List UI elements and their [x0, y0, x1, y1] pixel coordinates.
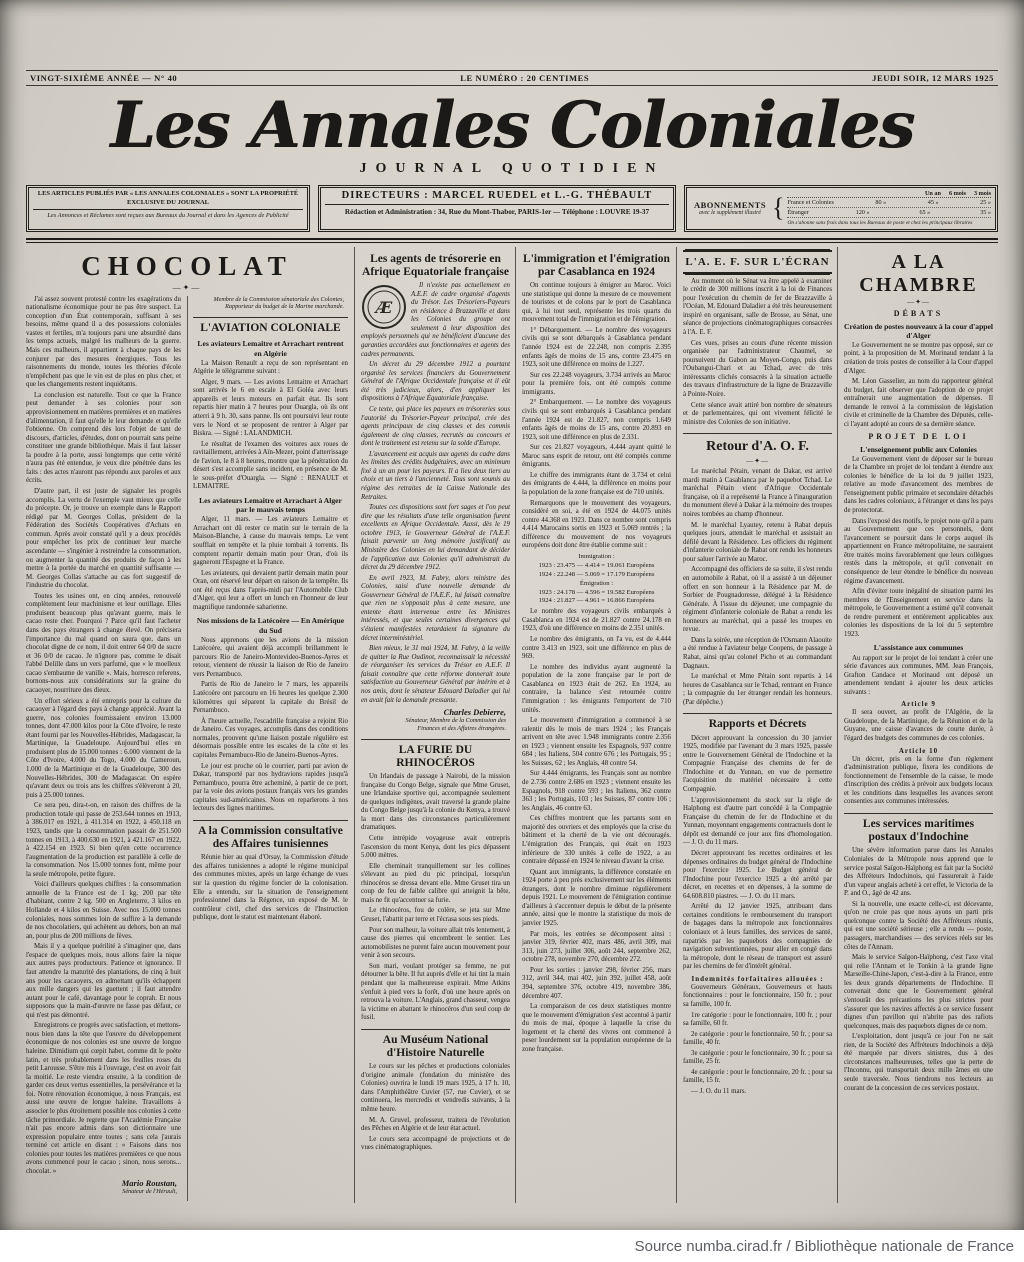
top-margin	[0, 0, 1024, 70]
paragraph: Le cours sur les pêches et productions coloniales d'origine animale (fondation du ministère des Colonies) ouvrira le lundi 19 mars 1925, à 17 h. 10, dans l'Amphithéâtre Cuvier (57, rue Cuvier), et se continuera, les mercredis et vendredis suivants, à la même heure.	[361, 1063, 510, 1114]
bareme-line: 2e catégorie : pour le fonctionnaire, 50 fr. ; pour sa famille, 40 fr.	[683, 1030, 832, 1047]
bareme-line: — J. O. du 11 mars.	[691, 1088, 747, 1096]
paragraph: Bien mieux, le 31 mai 1924, M. Fabry, à la veille de quitter la Rue Oudinot, reconnaissait la nécessité de réorganiser les services du Trésor en A.E.F. Il faisait connaître que cette réforme donnerait toute satisfaction au Gouverneur Général par intérim et à nos amis, dont le sénateur Edouard Daladier qui lui en avait fait la demande pressante.	[361, 645, 510, 704]
paragraph: M. Léon Gasselier, au nom du rapporteur général du budget, fait observer que l'adoption de ce projet entraînerait une augmentation de dépenses. Il demande le renvoi à la commission de législation civile et criminelle de la Chambre des Députés, celle-ci l'ayant adopté au cours de sa dernière séance.	[844, 378, 993, 428]
bareme-line: 3e catégorie : pour le fonctionnaire, 30 fr. ; pour sa famille, 25 fr.	[683, 1049, 832, 1066]
paragraph: Le Gouvernement vient de déposer sur le bureau de la Chambre un projet de loi tendant à étendre aux colonies le bénéfice de la loi du 9 juillet 1923, relative au mode d'avancement des membres de l'enseignement public primaire et secondaire détachés dans les cadres coloniaux, à l'étranger et dans les pays de protectorat.	[844, 455, 993, 514]
directors-line: DIRECTEURS : MARCEL RUEDEL et L.-G. THÉBAULT	[325, 190, 669, 205]
article-title-services-maritimes: Les services maritimes postaux d'Indochine	[844, 813, 993, 844]
paragraph: Le chiffre des immigrants étant de 3.734 et celui des émigrants de 4.444, la différence en moins pour la population de la zone française est de 710 unités.	[522, 471, 671, 497]
paragraph: M. A. Gruvel, professeur, traitera de l'évolution des Pêches en Algérie et de leur état actuel.	[361, 1116, 510, 1133]
paragraph: Pour les sorties : janvier 298, février 256, mars 312, avril 344, mai 402, juin 392, juillet 458, août 394, septembre 376, octobre 419, novembre 386, décembre 407.	[522, 966, 671, 1000]
paragraph: Au rapport sur le projet de loi tendant à créer une série d'avances aux communes, MM. Jean François, Grafton Candace et Morinaud ont déposé un amendement tendant à ajouter les deux articles suivants :	[844, 654, 993, 696]
subscriptions-rows	[787, 198, 991, 218]
debats-subhead: Création de postes nouveaux à la cour d'appel d'Alger	[844, 321, 994, 340]
paragraph: Ce texte, qui place les payeurs en trésoreries sous l'autorité du Trésorier-Payeur principal, crée des agents principaux de cinq classes et des commis également de cinq classes, recrutés au concours et dont le traitement est retenu sur la solde d'Europe.	[361, 405, 510, 448]
paragraph: Remarquons que le mouvement des voyageurs, considéré en soi, a été en 1924 de 44.075 unités contre 44.368 en 1923. Dans ce nombre sont compris 4.414 Marocains sortis en 1923 et 5.069 rentrés ; la différence du mouvement de nos voyageurs européens doit donc être établie comme suit :	[522, 499, 671, 550]
article-title-retour-aof: Retour d'A. O. F.	[683, 433, 832, 455]
subscriptions-title: ABONNEMENTS	[693, 200, 767, 211]
address-line: Rédaction et Administration : 34, Rue du Mont-Thabor, PARIS-1er — Téléphone : LOUVRE 19-37	[344, 208, 650, 217]
paragraph: Réunie hier au quai d'Orsay, la Commission d'étude des affaires tunisiennes a adopté le régime municipal des communes mixtes, après un large échange de vues sur la question du régime foncier de la colonisation. Elle a entendu, sur la situation de l'enseignement professionnel dans la Régence, un exposé de M. le contrôleur civil, chef des services de l'Instruction publique, dont le statut est maintenant élaboré.	[193, 854, 348, 922]
paragraph: Il n'existe pas actuellement en A.E.F. de cadre organisé d'agents du Trésor. Les Trésoriers-Payeurs en résidence à Brazzaville et dans les Colonies du groupe ont seulement à leur disposition des employés personnels qui ne bénéficient d'aucune des garanties accordées aux fonctionnaires et agents des cadres permanents.	[361, 282, 510, 358]
paragraph: Un Irlandais de passage à Nairobi, de la mission française du Congo Belge, signale que Mme Gruset, une Irlandaise sportive qui, accompagnée seulement de quelques indigènes, avait traversé la grande plaine du Congo Belge jusqu'à la colonie du Kenya, a trouvé la mort dans des circonstances particulièrement dramatiques.	[361, 773, 510, 832]
paragraph: Le rhinocéros, fou de colère, se jeta sur Mme Gruset, l'abattit par terre et l'écrasa sous ses pieds.	[361, 907, 510, 924]
property-notice-sub: Les Annonces et Réclames sont reçues aux Bureaux du Journal et dans les Agences de Publicité	[47, 212, 289, 220]
directors-box	[318, 185, 676, 231]
subscription-zone: Étranger	[787, 209, 809, 217]
loi-subhead: L'enseignement public aux Colonies	[860, 444, 977, 454]
paragraph: Sur ces 22.248 voyageurs, 3.734 arrivés au Maroc pour la première fois, ont été comptés comme immigrants.	[522, 371, 671, 396]
paragraph: Les aviateurs, qui devaient partir demain matin pour Oran, ont réservé leur départ en raison de la tempête. Ils ont été reçus dans l'après-midi par l'Automobile Club d'Alger, qui leur a offert un lunch en l'honneur de leur magnifique randonnée saharienne.	[193, 569, 348, 611]
paragraph: Toutes les usines ont, en cinq années, renouvelé complètement leur machinisme et leur outillage. Elles produisent beaucoup plus qu'avant guerre, mais le cacao reste cher. Pourquoi ? Parce qu'il faut l'acheter dans des pays étrangers à change élevé. On précisera l'importance du mal quand on saura que, dans un chocolat digne de ce nom, il doit entrer 64 0/0 de sucre et 36 0/0 de cacao. Je n'ignore pas, comme le disait l'abbé Delille dans un vers parfumé, que « le moelleux cacao s'embaume de vanille ». Mais, horresco referens, bornons-nous aux considérations sur la graine du cacaoyer, nourriture des dieux.	[26, 592, 181, 694]
bareme-line: 1re catégorie : pour le fonctionnaire, 100 fr. ; pour sa famille, 60 fr.	[683, 1011, 832, 1028]
paragraph: Accompagné des officiers de sa suite, il s'est rendu en automobile à Rabat, où il a assisté à un déjeuner offert en son honneur à la Résidence par M. de Sorbier de Pougnadoresse, délégué à la Résidence Générale. À l'issue du déjeuner, une compagnie du régiment d'infanterie coloniale de Rabat a rendu les honneurs au maréchal, qui a passé les troupes en revue.	[683, 566, 832, 634]
paragraph: Le nombre des individus ayant augmenté la population de la zone française par le port de Casablanca en 1923 était de 262. En 1924, au contraire, la balance s'est retournée contre l'immigration : les émigrants l'emportent de 710 unités.	[522, 663, 671, 714]
article-title-aef-ecran: L'A. E. F. SUR L'ÉCRAN	[683, 250, 832, 274]
article-title-commission: A la Commission consultative des Affaires tunisiennes	[193, 820, 348, 851]
price-un-an: 120 »	[855, 209, 870, 217]
paragraph: En avril 1923, M. Fabry, alors ministre des Colonies, saisi d'une nouvelle demande du Gouverneur Général de l'A.E.F., lui faisait connaître que rien ne s'opposait plus à cette mesure, une entente étant intervenue entre les Ministres intéressés, et que seules certaines divergences qui s'étaient manifestées retardaient la signature du décret interministériel.	[361, 574, 510, 642]
column-5	[676, 247, 837, 1203]
price-trois-mois: 35 »	[980, 209, 991, 217]
paragraph: Le résultat de l'examen des voitures aux roues de ravitaillement, arrivées à Aïn-Mezer, point d'atterrissage de l'avion, le 8 à 8 heures, montre que la pénétration du désert s'est accomplie sans incident, en présence de M. le sous-préfet d'Ouargla. — Signé : RENAULT et LEMAITRE.	[193, 440, 348, 491]
paragraph: Mais il y a quelque puérilité à s'imaginer que, dans l'espace de quelques mois, nous allons faire la nique aux autres pays producteurs. Patience et ignorance. Il faut attendre la maturité des plantations, de cinq à huit ans pour les cacaoyers, en admettant qu'ils échappent aux mille dangers qui les guettent ; il faut attendre autant pour le café, davantage pour le coprah. Et nous supposons que la main-d'œuvre ne fasse pas défaut, ce qui n'est pas démontré.	[26, 943, 181, 1019]
paragraph: Alger, 9 mars. — Les avions Lemaitre et Arrachart sont arrivés le 6 en escale à El Goléa avec leurs appareils et leurs moteurs en parfait état. Ils sont repartis hier matin à 7 heures pour Ouargla, où ils ont atterri à 9 h. 30, sans panne. Ils ont poursuivi leur route vers le Nord et se proposent de rentrer à Alger par Biskra. — Signé : LALANDMICH.	[193, 378, 348, 438]
paragraph: Le nombre des émigrants, on l'a vu, est de 4.444 contre 3.413 en 1923, soit une différence en plus de 969.	[522, 636, 671, 661]
article-title-chocolat: CHOCOLAT	[81, 250, 293, 281]
signature-name: Mario Roustan,	[121, 1178, 177, 1189]
article9-text: Il sera ouvert, au profit de l'Algérie, de la Guadeloupe, de la Martinique, de la Réunion et de la Guyane, une caisse d'avances de courte durée, à l'égard des budgets des communes de ces colonies.	[844, 709, 993, 743]
paragraph: Ces chiffres montrent que les partants sont en majorité des ouvriers et des employés que la crise du bâtiment et la cherté de la vie ont découragés. L'émigration des Français, qui était en 1923 inférieure de 330 unités à celle de 1922, a au contraire dépassé en 1924 le niveau d'avant la crise.	[522, 815, 671, 866]
signature-roles	[361, 717, 506, 733]
signature-name: Charles Debierre,	[443, 707, 506, 718]
issue-price: LE NUMÉRO : 20 CENTIMES	[460, 73, 590, 83]
rapports-body	[683, 735, 832, 972]
bareme-lines	[683, 984, 832, 1097]
paragraph: Son mari, voulant protéger sa femme, ne put détourner la bête. Il fut auprès d'elle et lui tint la main pendant que la malheureuse expirait. Mme Atkins s'enfuit à pied vers la forêt, d'où une heure après on retrouva la voiture. L'Anglais, grand chasseur, vengea la victime en abattant le rhinocéros d'un seul coup de fusil.	[361, 962, 510, 1022]
paragraph: L'avancement est acquis aux agents du cadre dans les limites des crédits budgétaires, avec un minimum fixé à un an pour les payeurs. Il a lieu deux tiers au choix et un tiers à l'ancienneté. Tous sont soumis au régime des retraites de la Caisse Nationale des Retraites.	[361, 450, 510, 501]
newspaper-subtitle: JOURNAL QUOTIDIEN	[359, 161, 665, 177]
paragraph: Dans l'exposé des motifs, le projet note qu'il a paru au Gouvernement que ces personnels, dont l'avancement se poursuit dans le corps auquel ils appartiennent en France métropolitaine, ne sauraient être traités moins favorablement que leurs collègues restés dans la métropole, et qu'il convenait en conséquence de leur étendre le bénéfice du nouveau régime d'avancement.	[844, 517, 993, 585]
price-trois-mois: 25 »	[980, 199, 991, 207]
aef-ecran-body	[683, 278, 832, 428]
paragraph: La comparaison de ces deux statistiques montre que le mouvement d'émigration s'est accentué à partir du mois de mai, époque à laquelle la crise du logement et la cherté des vivres ont commencé à peser lourdement sur la population européenne de la zone française.	[522, 1003, 671, 1053]
debats-label: DÉBATS	[893, 308, 944, 318]
paragraph: Alger, 11 mars. — Les aviateurs Lemaitre et Arrachart ont dû rester ce matin sur le terrain de la Maison-Blanche, à cause du mauvais temps. Le vent soufflait en tempête et la pluie tombait à torrents. Ils comptent repartir demain matin pour Oran, d'où ils gagneront l'Espagne et la France.	[193, 516, 348, 567]
paragraph: Décret approuvant la concession du 30 janvier 1925, modifiée par l'avenant du 3 mars 1925, passée entre le Gouvernement Général de l'Indochine et la Compagnie Française des chemins de fer de l'Indochine et du Yunnan, en vue de permettre l'acquisition du matériel nécessaire à cette Compagnie.	[683, 734, 832, 794]
paragraph: Si la nouvelle, une exacte celle-ci, est décevante, qu'on ne croie pas que nous ayons un parti pris quelconque contre la Société des Affréteurs réunis, qui est une société sérieuse ; elle a rendu — poste, passagers, marchandises — des services réels sur les côtes de l'Annam.	[844, 900, 993, 951]
article-title-aviation: L'AVIATION COLONIALE	[193, 317, 348, 335]
paragraph: 2° Embarquement. — Le nombre des voyageurs civils qui se sont embarqués à Casablanca pendant l'année 1924 est de 21.827, non compris 1.649 enfants âgés de moins de 15 ans, contre 20.893 en 1923, soit une différence en plus de 2.331.	[522, 399, 671, 441]
paragraph: Un décret du 29 décembre 1912 a pourtant organisé les services financiers du Gouvernement Général de l'Afrique Occidentale française et il eût été très judicieux, alors, d'en appliquer les dispositions à l'Afrique Équatoriale française.	[361, 361, 510, 403]
statistic-line: 1924 : 21.827 — 4.961 = 16.866 Européens	[538, 597, 655, 605]
masthead-divider	[26, 238, 998, 243]
source-credit-text: Source numba.cirad.fr / Bibliothèque nationale de France	[634, 1237, 1014, 1255]
issue-date: JEUDI SOIR, 12 MARS 1925	[872, 73, 994, 83]
paragraph: Le jour est proche où le courrier, parti par avion de Dakar, transporté par nos hydravions rapides jusqu'à Pernambuco, pourra être acheminé, à partir de ce port, par la voie des avions postaux français vers les grandes capitales sud-américaines. Nous en reparlerons à nos lecteurs des lignes maritimes.	[193, 762, 348, 813]
subscriptions-footnote: On s'abonne sans frais dans tous les Bureaux de poste et chez les principaux libraires	[787, 220, 973, 227]
immigration-body-b	[522, 608, 671, 1054]
statistic-line: 1923 : 23.475 — 4.414 = 19.061 Européens	[538, 561, 655, 569]
subscription-zone: France et Colonies	[787, 199, 834, 207]
paragraph: À l'heure actuelle, l'escadrille française a rejoint Rio de Janeiro. Ces voyages, accomplis dans des conditions normales, prouvent qu'une liaison postale régulière est désormais possible entre les escales de la côte et les capitales Pernambuco-Rio de Janeiro-Buenos-Ayres.	[193, 717, 348, 759]
paragraph: D'autre part, il est juste de signaler les progrès accomplis. La vertu de l'exemple vaut mieux que celle du précepte. Or, je trouve un exemple dans le Rapport rédigé par M. Georges Collas, président de la Fédération des Sociétés Coopératives d'Achats en commun. Après avoir constaté qu'il y a deux procédés pour empêcher les prix de continuer leur marche ascendante — s'ingénier à restreindre la consommation, ou augmenter la quantité des produits de façon à les mettre à la portée du marché en quantité suffisante — M. Georges Collas s'attache au cas fort suggestif de l'industrie du chocolat.	[26, 488, 181, 590]
col-six-mois: 6 mois	[948, 190, 966, 198]
column-3	[354, 247, 515, 1203]
aviation-body-3	[193, 637, 348, 814]
column-6	[837, 247, 998, 1203]
treasury-seal-icon	[361, 284, 407, 330]
svg-text:Æ: Æ	[375, 298, 393, 318]
subscriptions-header-row	[787, 190, 991, 198]
paragraph: La Maison Renault a reçu de son représentant en Algérie le télégramme suivant :	[193, 359, 348, 376]
chocolat-body	[26, 296, 181, 1177]
aviation-subhead-3: Nos missions de la Latécoère — En Amérique du Sud	[196, 616, 345, 635]
subscriptions-note: avec le supplément illustré	[699, 210, 761, 217]
signature-role: Finances et des Affaires étrangères.	[417, 724, 506, 732]
bareme-line: 4e catégorie : pour le fonctionnaire, 20 fr. ; pour sa famille, 15 fr.	[683, 1068, 832, 1085]
col-un-an: Un an	[924, 190, 941, 198]
aviation-body-1	[193, 360, 348, 492]
paragraph: Arrêté du 12 janvier 1925, attribuant dans certaines conditions le remboursement du transport de bagages dans la métropole aux fonctionnaires coloniaux et à leurs familles, des services de santé, rapatriés par les paquebots des compagnies de navigation subventionnées, pour aller en congé dans la métropole, dont le réseau de transport est assuré par les chemins de fer d'intérêt général.	[683, 903, 832, 971]
article-title-chambre: A LA CHAMBRE	[859, 250, 978, 296]
paragraph: Ce sera peu, dira-t-on, en raison des chiffres de la production totale qui passe de 253.644 tonnes en 1913, à 386.017 en 1921, à 411.314 en 1922, à 450.118 en 1923, tandis que la consommation passait de 251.500 tonnes en 1913, à 400.630 en 1921, à 421.167 en 1922, à 422.154 en 1923. Si bien qu'en cette occurrence l'augmentation de la production est parallèle à celle de la consommation. Nos 15.000 tonnes font, même pour la seule métropole, petite figure.	[26, 802, 181, 878]
subscriptions-box	[684, 185, 998, 231]
col-trois-mois: 3 mois	[973, 190, 991, 198]
paragraph: Décret approuvant les recettes ordinaires et les dépenses ordinaires du budget général de l'Indochine pour l'exercice 1925. Le Budget général de l'Indochine pour l'exercice 1925 a été arrêté par décret, en recettes et en dépenses, à la somme de 64.608.810 piastres. — J. O. du 11 mars.	[683, 849, 832, 900]
paragraph: Enregistrons ce progrès avec satisfaction, et mettons-nous bien dans la tête que l'œuvre du développement économique de nos colonies est une œuvre de longue haleine. Dimidium qui cœpit habet, comme dit le poète latin, et très probablement dans les feuilles roses du petit Larousse. S'être mis à l'ouvrage, c'est en avoir fait la moitié. Le reste viendra ensuite, à la condition de garder ces deux vertus essentielles, la persévérance et la foi. Notre rénovation économique, à nous Français, est aussi une œuvre de longue haleine. Travaillons à associer le plus étroitement possible nos colonies à cette tâche primordiale. Je regrette que l'Académie Française n'ait pas encore admis dans son dictionnaire une expression populaire entre toutes ; sans cela j'aurais terminé cet article en disant : « Faisons dans nos colonies pour toutes les matières premières ce que nous avons commencé pour le cacao ; sinon, nous serons... chocolat. »	[26, 1022, 181, 1175]
paragraph: Sur 4.444 émigrants, les Français sont au nombre de 2.736 contre 2.686 en 1923 ; viennent ensuite les Espagnols, 918 contre 593 ; les Italiens, 362 contre 363 ; les Portugais, 103 ; les Suisses, 87 contre 106 ; les Anglais, 46 contre 63.	[522, 770, 671, 812]
property-notice-box	[26, 185, 310, 231]
statistic-line: Immigration :	[578, 552, 615, 560]
communes-body	[844, 655, 993, 698]
paragraph: Toutes ces dispositions sont fort sages et l'on peut dire que les résultats d'une telle organisation furent excellents en Afrique Occidentale. Aussi, dès le 19 octobre 1913, le Gouverneur Général de l'A.E.F. faisait parvenir un long mémoire justificatif au Ministère des Colonies en lui demandant de décider de l'application aux Colonies qu'il administrait du décret du 29 décembre 1912.	[361, 504, 510, 572]
column-4	[515, 247, 676, 1203]
paragraph: L'approvisionnement du stock sur la règle de Haïphong est d'autre part concédé à la Compagnie Française du chemin de fer de l'Indochine et du Yunnan, moyennant engagements contractuels dont le dépôt est demandé ce jour aux fins d'homologation. — J. O. du 11 mars.	[683, 796, 832, 847]
article-title-rapports: Rapports et Décrets	[683, 713, 832, 731]
paragraph: Sur ces 21.827 voyageurs, 4.444 ayant quitté le Maroc sans esprit de retour, ont été comptés comme émigrants.	[522, 444, 671, 469]
article9-label: Article 9	[901, 700, 936, 709]
subscription-row	[787, 208, 991, 218]
paragraph: Mais le service Saïgon-Haïphong, c'est l'axe vital qui relie l'Annam et le Tonkin à la grande ligne Marseille-Chine-Japon, c'est-à-dire à la France, entre les deux grands départements de l'Indochine. Il convenait donc que le Gouvernement général s'entourât des précautions les plus strictes pour s'assurer que les navires affectés à ce service fussent dignes d'un pavillon qui n'abrite pas des rafiots quelconques, mais des paquebots dignes de ce nom.	[844, 954, 993, 1030]
brace-glyph: {	[772, 193, 785, 223]
aviation-body-2	[193, 516, 348, 612]
column-1-2	[26, 247, 354, 1205]
article10-text: Un décret, pris en la forme d'un règlement d'administration publique, fixera les conditions de fonctionnement de l'ensemble de la caisse, le mode d'inscription des crédits à prévoir aux budgets locaux et les conditions dans lesquelles les avances seront consenties aux communes intéressées.	[844, 755, 993, 806]
paragraph: Nous apprenons que les avions de la mission Latécoère, qui avaient déjà accompli brillamment le parcours Rio de Janeiro-Montevideo-Buenos-Ayres et retour, viennent de réussir la liaison de Rio de Janeiro vers Pernambuco.	[193, 636, 348, 678]
debats-body	[844, 342, 993, 430]
article-title-museum: Au Muséum National d'Histoire Naturelle	[361, 1029, 510, 1060]
paragraph: Pour son malheur, la voiture allait très lentement, à cause des pierres qui encombrent le sentier. Les automobilistes ne purent faire aucun mouvement pour venir à son secours.	[361, 926, 510, 960]
paragraph: Au moment où le Sénat va être appelé à examiner le crédit de 300 millions inscrit à la loi de Finances pour l'exécution du chemin de fer de Brazzaville à l'Océan, M. Edouard Daladier a été très heureusement inspiré en organisant, salle de Brosse, au Sénat, une séance de projections cinématographiques consacrées à l'A. E. F.	[683, 277, 832, 337]
rhinoceros-body	[361, 773, 510, 1023]
statistic-line: 1924 : 22.248 — 5.069 = 17.179 Européens	[538, 570, 655, 578]
bareme-line: Gouverneurs Généraux, Gouverneurs et hauts fonctionnaires : pour le fonctionnaire, 150 fr. ; pour sa famille, 100 fr.	[683, 983, 832, 1008]
statistic-line: 1923 : 24.178 — 4.596 = 19.582 Européens	[538, 588, 655, 596]
signature-role: Sénateur de l'Hérault,	[122, 1188, 177, 1196]
paragraph: Dans la soirée, une réception de l'Osmann Alaouite a été rendue à l'aviateur belge Coopens, de passage à Rabat, ainsi qu'au colonel Picho et au commandant Dagnaux.	[683, 636, 832, 670]
price-six-mois: 65 »	[919, 209, 931, 217]
paragraph: Ces vues, prises au cours d'une récente mission organisée par l'administrateur Chaumel, se poursuivent du Gabon au Moyen-Congo, puis dans l'Oubangui-Chari et au Tchad, avec de très intéressants clichés consacrés à la situation actuelle des travaux d'infrastructure de la ligne de Brazzaville à Pointe-Noire.	[683, 339, 832, 398]
signature-role: Sénateur, Membre de la Commission des	[405, 717, 506, 725]
paragraph: Le maréchal Pétain, venant de Dakar, est arrivé mardi matin à Casablanca par le paquebot Tchad. Le maréchal Pétain vient d'Afrique Occidentale française, où il a représenté la France à l'inauguration du monument élevé à Dakar à la mémoire des troupes noires tombées au champ d'honneur.	[683, 468, 832, 519]
property-notice-title: LES ARTICLES PUBLIÉS PAR « LES ANNALES COLONIALES » SONT LA PROPRIÉTÉ EXCLUSIVE DU JOURNAL	[33, 190, 303, 210]
statistic-line: Émigration :	[579, 579, 614, 587]
signature-role: Membre de la Commission sénatoriale des Colonies,	[213, 295, 344, 303]
paragraph: Voici d'ailleurs quelques chiffres : la consommation annuelle de la France est de 1 kg. 200 par tête d'habitant, contre 2 kg. 500 en Angleterre, 3 kilos en Hollande et 4 kilos en Suisse. Avec nos 15.000 tonnes coloniales, nous sommes loin de suffire à la demande de nos chocolatiers, qui achètent au dehors, bon an mal an, pour plus de 200 millions de fèves.	[26, 881, 181, 940]
issue-number: VINGT-SIXIÈME ANNÉE — N° 40	[30, 73, 178, 83]
paragraph: La conclusion est naturelle. Tout ce que la France peut demander à ses colonies pour son approvisionnement en matières premières et en matières d'alimentation, il faut qu'elle le leur demande et qu'elle l'obtienne. On comprend dès lors l'objet de tant de discours, d'articles, d'études, dont on pourrait sans peine constituer une grande bibliothèque. Mais il faut laisser la poudre à la porte, aussi longtemps que cette vérité n'aura pas été entendue, je veux dire pénétrée dans les faits : des actes n'auront pas répondu aux paroles et aux écrits.	[26, 391, 181, 485]
communes-subhead: L'assistance aux communes	[873, 643, 964, 653]
museum-body	[361, 1063, 510, 1153]
paragraph: Le maréchal et Mme Pétain sont repartis à 14 heures de Casablanca sur le Tchad, rentrant en France ; la compagnie du 1er étranger rendait les honneurs. (Par dépêche.)	[683, 673, 832, 706]
article-title-immigration: L'immigration et l'émigration par Casablanca en 1924	[523, 252, 670, 278]
subscription-row	[787, 198, 991, 208]
projet-de-loi-label: PROJET DE LOI	[868, 431, 969, 441]
article-columns	[26, 247, 998, 1205]
article10-label: Article 10	[898, 746, 939, 755]
paragraph: Elle cheminait tranquillement sur les collines s'élevant au pied du pic principal, lorsqu'un rhinocéros se dressa devant elle. Mme Gruset tira un coup de feu de faible calibre qui atteignit la bête, mais ne fit qu'accentuer sa furie.	[361, 862, 510, 904]
ornament-divider: —✦—	[746, 457, 769, 466]
price-un-an: 80 »	[875, 199, 887, 207]
paragraph: Afin d'éviter toute inégalité de situation parmi les membres de l'Enseignement en service dans la métropole, le Gouvernement a estimé qu'il convenait de rendre purement et entièrement applicables aux colonies les dispositions de la loi du 5 septembre 1923.	[844, 588, 993, 638]
article-title-rhinoceros: LA FURIE DU RHINOCÉROS	[361, 739, 510, 770]
paragraph: Un effort sérieux a été entrepris pour la culture du cacaoyer à l'égard des pays à change apprécié. Avant la guerre, nos colonies fournissaient environ 13.000 tonnes, dont 47.000 kilos pour la Côte d'Ivoire, le reste étant fourni par les Nouvelles-Hébrides, Madagascar, la Martinique, la Guadeloupe. Aujourd'hui elles en produisent plus de 15.000 tonnes : 6.000 viennent de la Côte d'Ivoire, 4.000 du Togo, 4.000 du Cameroun, 1.000 de la Martinique et de la Guadeloupe, 300 des Nouvelles-Hébrides, 300 de Madagascar. On espère qu'avant deux ou trois ans les chiffres s'élèveront à 20, puis à 25.000 tonnes.	[26, 697, 181, 799]
paragraph: Partis de Rio de Janeiro le 7 mars, les appareils Latécoère ont parcouru en 16 heures les quelque 2.300 kilomètres qui séparent la capitale du Brésil de Pernambuco.	[193, 681, 348, 715]
newspaper-title: Les Annales Coloniales	[110, 88, 914, 163]
masthead-band	[26, 185, 998, 231]
paragraph: On continue toujours à émigrer au Maroc. Voici une statistique qui donne la mesure de ce mouvement de touristes et de colons par le port de Casablanca qui, à lui tout seul, représente les trois quarts du mouvement total de l'immigration et de l'émigration.	[522, 282, 671, 324]
subscriptions-table	[787, 190, 991, 226]
paragraph: 1° Débarquement. — Le nombre des voyageurs civils qui se sont débarqués à Casablanca pendant l'année 1924 est de 22.248, non compris 2.395 enfants âgés de moins de 15 ans, contre 23.475 en 1923, soit une différence en moins de 1.227.	[522, 326, 671, 369]
source-credit-bar	[0, 1230, 1024, 1262]
paragraph: Quant aux immigrants, la différence constatée en 1924 porte à peu près exclusivement sur les éléments étrangers, dont le nombre diminue régulièrement depuis 1921. Le mouvement de l'émigration continue d'ailleurs à s'accentuer depuis le début de la présente année, ainsi que le montre la statistique du mois de janvier 1925.	[522, 868, 671, 928]
paragraph: M. le maréchal Lyautey, retenu à Rabat depuis quelques jours, attendait le maréchal et assistait au défilé devant la Résidence. Les officiers du régiment d'infanterie coloniale de Rabat ont rendu les honneurs pour saluer l'arrivée au Maroc.	[683, 521, 832, 563]
paragraph: J'ai assez souvent protesté contre les exagérations du nationalisme économique pour ne pas être suspect. La conception d'un État contemporain, suffisant à ses besoins, même quand il a des possessions coloniales vastes et fertiles, m'a toujours paru une absurdité dans les temps actuels, malgré les malheurs de la guerre. Mais ces malheurs, il appartient à chaque pays de les conjurer par des mesures énergiques. Tous les raisonnements du monde, toutes les théories d'école n'empêchent pas que le vin est de plus en plus cher, et que les changements restent inquiétants.	[26, 295, 181, 389]
article-title-tresorerie: Les agents de trésorerie en Afrique Equatoriale française	[362, 252, 509, 278]
services-maritimes-body	[844, 847, 993, 1093]
paragraph: Le nombre des voyageurs civils embarqués à Casablanca en 1924 est de 21.827 contre 24.178 en 1923, d'où une différence en moins de 2.351 unités.	[522, 608, 671, 633]
commission-body	[193, 854, 348, 923]
immigration-statistics	[522, 553, 671, 606]
ornament-divider: —✦—	[907, 297, 930, 306]
paragraph: Par mois, les entrées se décomposent ainsi : janvier 319, février 402, mars 486, avril 309, mai 313, juin 273, juillet 306, août 244, septembre 262, octobre 278, novembre 270, décembre 272.	[522, 930, 671, 964]
bareme-title: Indemnités forfaitaires allouées :	[691, 974, 824, 983]
aviation-subhead-1: Les aviateurs Lemaitre et Arrachart rentrent en Algérie	[197, 339, 344, 358]
ornament-divider: —✦—	[172, 282, 202, 292]
loi-body	[844, 456, 993, 640]
paragraph: Une sévère information parue dans les Annales Coloniales de la Métropole nous apprend que le service postal Saïgon-Haïphong est fait par la Société des Affréteurs Indochinois, qui l'assurerait à l'aide d'un vapeur anglais acheté à cet effet, le Victoria de la P. and O., âgé de 42 ans.	[844, 847, 993, 898]
paragraph: Cette intrépide voyageuse avait entrepris l'ascension du mont Kenya, dont les pics dépassent 5.000 mètres.	[361, 834, 510, 860]
tresorerie-body	[361, 282, 510, 705]
signature-role: Rapporteur du budget de la Marine marchande.	[225, 303, 344, 311]
signature-block	[361, 707, 506, 733]
immigration-body-a	[522, 282, 671, 551]
aviation-subhead-2: Les aviateurs Lemaitre et Arrachart à Alger par le mauvais temps	[199, 496, 342, 515]
paragraph: Le mouvement d'immigration a commencé à se ralentir dès le mois de mars 1924 ; les Français arrivent en tête avec 1.948 immigrants contre 2.356 en 1923 ; viennent ensuite les Espagnols, 937 contre 684 ; les Italiens, 504 contre 676 ; les Portugais, 95 ; les Suisses, 62 ; les Anglais, 48 contre 54.	[522, 717, 671, 767]
price-six-mois: 45 »	[927, 199, 939, 207]
paragraph: L'exploitation, dont jusqu'à ce jour l'on ne sait rien, de la Société des Affréteurs Indochinois a déjà été marquée par divers sinistres, dus à des circonstances malheureuses, telles que la perte de l'Inconnu, qui transportait deux mille âmes en une seule traversée. Nous tiendrons nos lecteurs au courant de la concession de ces services postaux.	[844, 1033, 993, 1092]
issue-info-line	[26, 70, 998, 86]
retour-aof-body	[683, 468, 832, 707]
paragraph: Le Gouvernement ne se montre pas opposé, sur ce point, à la proposition de M. Morinaud tendant à la création de trois postes de conseiller à la Cour d'appel d'Alger.	[844, 341, 993, 375]
paragraph: Cette séance avait attiré bon nombre de sénateurs et de parlementaires, qui ont vivement félicité le ministre des Colonies de son initiative.	[683, 401, 832, 426]
paragraph: Le cours sera accompagné de projections et de vues cinématographiques.	[361, 1135, 510, 1152]
